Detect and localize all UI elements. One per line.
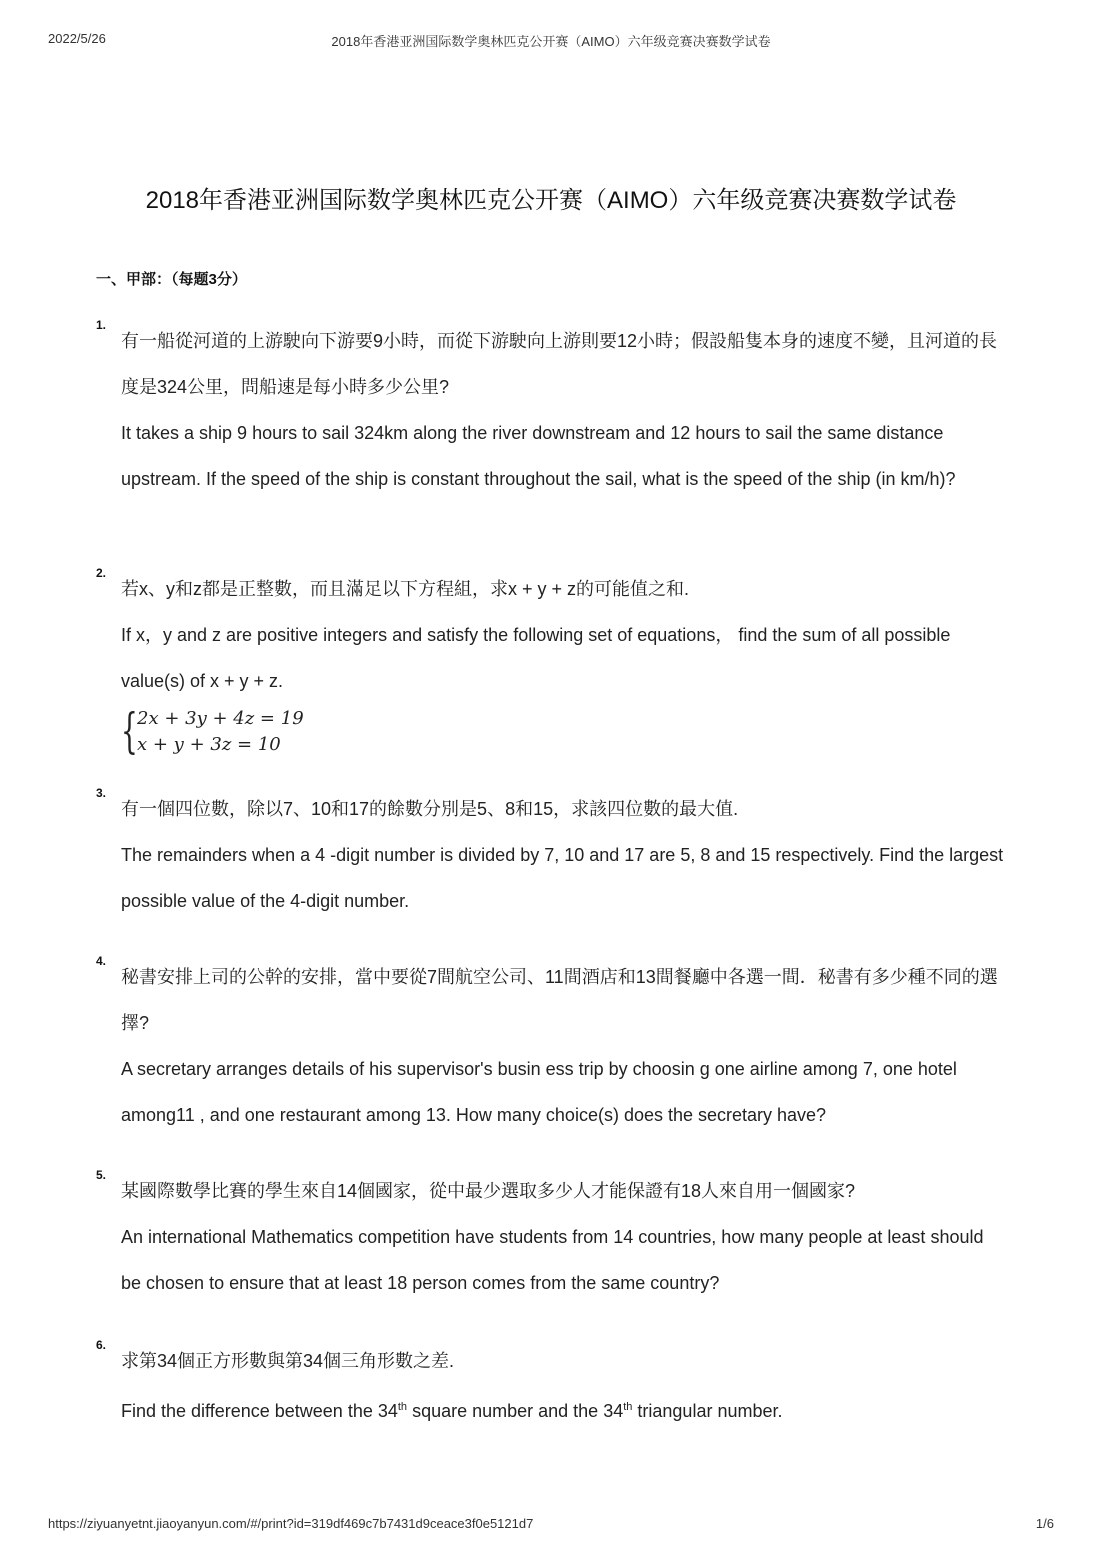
question-number: 6. — [96, 1338, 107, 1352]
header-title: 2018年香港亚洲国际数学奥林匹克公开赛（AIMO）六年级竞赛决赛数学试卷 — [331, 34, 771, 49]
section-heading: 一、甲部：（每题3分） — [96, 271, 247, 288]
question-text-en: Find the difference between the 34th square number and the 34th triangular number. — [121, 1401, 783, 1421]
question-text-en: If x，y and z are positive integers and satisfy the following set of equations， find the sum of all possible value(s) of x + y + z. — [121, 625, 951, 691]
question-1 — [96, 318, 1006, 502]
question-2 — [96, 566, 1006, 758]
question-text-en: An international Mathematics competition have students from 14 countries, how many people at least should be chosen to ensure that at least 18 person comes from the same country? — [121, 1227, 984, 1293]
question-number: 4. — [96, 954, 107, 968]
question-text-en: The remainders when a 4 -digit number is divided by 7, 10 and 17 are 5, 8 and 15 respectively. Find the largest possible value of the 4-digit number. — [121, 845, 1004, 911]
question-5 — [96, 1168, 1006, 1306]
question-text-zh: 有一船從河道的上游駛向下游要9小時，而從下游駛向上游則要12小時；假設船隻本身的速度不變，且河道的長度是324公里，問船速是每小時多少公里? — [121, 331, 998, 397]
question-text-zh: 有一個四位數，除以7、10和17的餘數分別是5、8和15，求該四位數的最大值. — [121, 799, 739, 819]
question-number: 5. — [96, 1168, 107, 1182]
equation-system — [121, 703, 1006, 759]
page-title: 2018年香港亚洲国际数学奥林匹克公开赛（AIMO）六年级竞赛决赛数学试卷 — [145, 187, 957, 214]
question-text-zh: 若x、y和z都是正整數，而且滿足以下方程組，求x + y + z的可能值之和. — [121, 579, 690, 599]
question-text-zh: 秘書安排上司的公幹的安排，當中要從7間航空公司、11間酒店和13間餐廳中各選一間．秘書有多少種不同的選擇? — [121, 967, 998, 1033]
page-number: 1/6 — [1035, 1516, 1054, 1531]
question-3 — [96, 786, 1006, 924]
question-4 — [96, 954, 1006, 1138]
question-text-en: A secretary arranges details of his supervisor's busin ess trip by choosin g one airline among 7, one hotel among11 , and one restaurant among 13. How many choice(s) does the secretary have? — [121, 1059, 957, 1125]
question-number: 2. — [96, 566, 107, 580]
question-text-en: It takes a ship 9 hours to sail 324km along the river downstream and 12 hours to sail the same distance upstream. If the speed of the ship is constant throughout the sail, what is the speed of the ship (in km/h)? — [121, 423, 956, 489]
question-6 — [96, 1338, 1006, 1434]
question-text-zh: 某國際數學比賽的學生來自14個國家，從中最少選取多少人才能保證有18人來自用一個國家? — [121, 1181, 856, 1201]
question-text-zh: 求第34個正方形數與第34個三角形數之差. — [121, 1351, 455, 1371]
brace-icon: { — [121, 703, 138, 759]
question-number: 1. — [96, 318, 107, 332]
header-date: 2022/5/26 — [48, 31, 106, 46]
equation-2: x + y + 3z = 10 — [137, 734, 281, 755]
footer-url: https://ziyuanyetnt.jiaoyanyun.com/#/print?id=319df469c7b7431d9ceace3f0e5121d7 — [48, 1516, 534, 1531]
equation-1: 2x + 3y + 4z = 19 — [137, 708, 304, 729]
question-number: 3. — [96, 786, 107, 800]
